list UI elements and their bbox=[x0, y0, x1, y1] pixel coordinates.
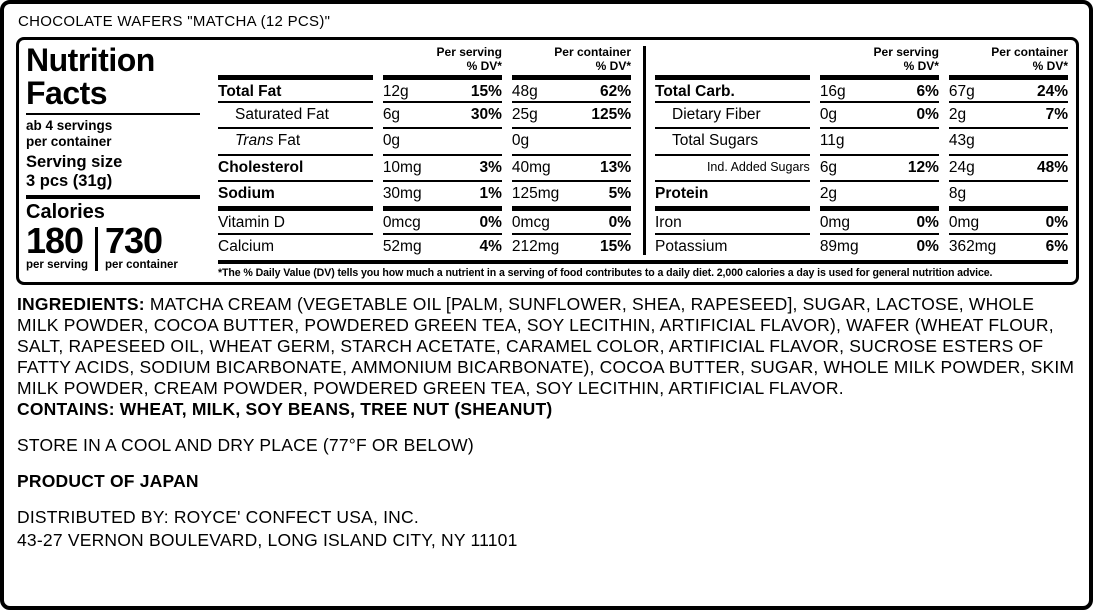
nutrient-row-iron bbox=[655, 206, 1068, 232]
serving-amount: 30mg bbox=[382, 184, 422, 202]
nutrient-row-cholesterol bbox=[218, 154, 631, 180]
product-title: CHOCOLATE WAFERS "MATCHA (12 PCS)" bbox=[18, 13, 331, 30]
serving-amount: 2g bbox=[819, 184, 838, 202]
serving-amount: 52mg bbox=[382, 237, 422, 255]
nutrient-row-calcium bbox=[218, 233, 631, 259]
container-amount: 212mg bbox=[511, 237, 560, 255]
container-dv: 7% bbox=[1045, 105, 1068, 123]
serving-dv: 12% bbox=[907, 158, 939, 176]
calories-per-container-value: 730 bbox=[105, 220, 163, 262]
distributor-line2: 43-27 VERNON BOULEVARD, LONG ISLAND CITY, NY 11101 bbox=[17, 529, 518, 550]
distributor-line1: DISTRIBUTED BY: ROYCE' CONFECT USA, INC. bbox=[17, 507, 419, 527]
serving-amount: 0mcg bbox=[382, 214, 421, 232]
serving-amount: 0g bbox=[382, 132, 401, 150]
serving-dv: 3% bbox=[479, 158, 502, 176]
container-dv: 0% bbox=[608, 214, 631, 232]
nutrient-label bbox=[218, 131, 300, 149]
nutrient-tables-area bbox=[206, 43, 1068, 279]
country-of-origin: PRODUCT OF JAPAN bbox=[17, 471, 199, 491]
nutrient-row-added-sugars bbox=[655, 154, 1068, 180]
nutrient-row-protein bbox=[655, 180, 1068, 206]
serving-amount: 0g bbox=[819, 105, 838, 123]
table-divider bbox=[643, 46, 646, 255]
nutrition-facts-title-line2: Facts bbox=[26, 74, 108, 111]
serving-amount: 12g bbox=[382, 82, 409, 100]
container-dv: 15% bbox=[599, 237, 631, 255]
ingredients-section bbox=[17, 294, 1079, 420]
dv-header-text: % DV* bbox=[903, 58, 939, 73]
serving-dv: 30% bbox=[470, 105, 502, 123]
container-dv: 24% bbox=[1036, 82, 1068, 100]
serving-size-label: Serving size bbox=[26, 153, 123, 172]
container-amount: 25g bbox=[511, 105, 538, 123]
nutrient-row-dietary-fiber bbox=[655, 101, 1068, 127]
nutrient-row-vitamin-d bbox=[218, 206, 631, 232]
table-header-row bbox=[218, 44, 631, 75]
serving-dv: 0% bbox=[916, 214, 939, 232]
serving-amount: 10mg bbox=[382, 158, 422, 176]
container-amount: 40mg bbox=[511, 158, 551, 176]
per-serving-header bbox=[820, 44, 939, 75]
per-serving-header-text: Per serving bbox=[873, 45, 939, 59]
nutrient-label: Total Sugars bbox=[672, 132, 759, 150]
serving-dv: 0% bbox=[916, 105, 939, 123]
nutrient-label: Total Carb. bbox=[655, 82, 735, 100]
per-serving-header bbox=[383, 44, 502, 75]
calories-per-serving-caption: per serving bbox=[26, 259, 88, 272]
calories-per-serving-block bbox=[26, 220, 88, 272]
serving-size bbox=[26, 153, 206, 190]
trans-italic: Trans bbox=[235, 132, 274, 150]
nutrient-row-potassium bbox=[655, 233, 1068, 259]
serving-dv: 15% bbox=[470, 82, 502, 100]
nutrient-table-left bbox=[218, 44, 631, 259]
calories-per-serving-value: 180 bbox=[26, 220, 84, 262]
container-dv: 125% bbox=[591, 105, 631, 123]
container-dv: 0% bbox=[1045, 214, 1068, 232]
serving-amount: 0mg bbox=[819, 214, 850, 232]
calories-values bbox=[26, 220, 206, 272]
nutrient-label: Sodium bbox=[218, 184, 275, 202]
nutrition-facts-title bbox=[26, 44, 206, 109]
container-amount: 8g bbox=[948, 184, 967, 202]
nutrient-label: Potassium bbox=[655, 237, 728, 255]
dv-header-text: % DV* bbox=[1032, 58, 1068, 73]
serving-dv: 4% bbox=[479, 237, 502, 255]
header-spacer bbox=[218, 44, 373, 75]
contains-statement: CONTAINS: WHEAT, MILK, SOY BEANS, TREE NUT (SHEANUT) bbox=[17, 399, 553, 419]
calories-per-container-block bbox=[105, 220, 178, 272]
serving-dv: 6% bbox=[916, 82, 939, 100]
per-serving-header-text: Per serving bbox=[436, 45, 502, 59]
container-dv: 48% bbox=[1036, 158, 1068, 176]
calories-per-container-caption: per container bbox=[105, 259, 178, 272]
nutrition-facts-title-line1: Nutrition bbox=[26, 42, 155, 78]
table-header-row bbox=[655, 44, 1068, 75]
container-amount: 0mg bbox=[948, 214, 980, 232]
header-spacer bbox=[655, 44, 810, 75]
nutrient-table-right bbox=[655, 44, 1068, 259]
per-container-header bbox=[512, 44, 631, 75]
ingredients-label: INGREDIENTS: bbox=[17, 294, 145, 314]
nutrition-facts-panel bbox=[16, 37, 1079, 285]
servings-count: ab 4 servings bbox=[26, 118, 113, 134]
dv-header-text: % DV* bbox=[595, 58, 631, 73]
servings-caption: per container bbox=[26, 134, 112, 150]
serving-dv: 0% bbox=[916, 237, 939, 255]
container-amount: 24g bbox=[948, 158, 975, 176]
calories-label: Calories bbox=[26, 201, 105, 224]
nutrient-label: Saturated Fat bbox=[235, 105, 329, 123]
per-container-header-text: Per container bbox=[554, 45, 631, 59]
servings-per-container bbox=[26, 118, 206, 150]
container-amount: 43g bbox=[948, 132, 975, 150]
serving-size-value: 3 pcs (31g) bbox=[26, 171, 113, 190]
nutrition-facts-header-block bbox=[26, 43, 206, 279]
nutrient-label: Total Fat bbox=[218, 82, 282, 100]
serving-dv: 0% bbox=[479, 214, 502, 232]
nutrient-tables-row bbox=[218, 44, 1068, 259]
serving-amount: 11g bbox=[819, 132, 845, 150]
serving-dv: 1% bbox=[479, 184, 502, 202]
container-amount: 362mg bbox=[948, 237, 997, 255]
divider bbox=[26, 113, 200, 115]
dv-header-text: % DV* bbox=[466, 58, 502, 73]
container-amount: 67g bbox=[948, 82, 975, 100]
container-dv: 13% bbox=[599, 158, 631, 176]
nutrient-row-total-sugars bbox=[655, 127, 1068, 153]
nutrient-row-trans-fat bbox=[218, 127, 631, 153]
daily-value-footnote: *The % Daily Value (DV) tells you how much a nutrient in a serving of food contributes to a daily diet. 2,000 calories a day is used for general nutrition advice. bbox=[218, 260, 1068, 279]
serving-amount: 6g bbox=[382, 105, 401, 123]
nutrient-label: Ind. Added Sugars bbox=[706, 159, 810, 174]
container-dv: 62% bbox=[599, 82, 631, 100]
nutrient-row-total-fat bbox=[218, 75, 631, 101]
container-dv: 6% bbox=[1045, 237, 1068, 255]
per-container-header-text: Per container bbox=[991, 45, 1068, 59]
serving-amount: 6g bbox=[819, 158, 838, 176]
nutrient-label: Dietary Fiber bbox=[672, 105, 761, 123]
nutrient-label: Cholesterol bbox=[218, 158, 304, 176]
nutrient-row-total-carb bbox=[655, 75, 1068, 101]
nutrient-label: Protein bbox=[655, 184, 709, 202]
storage-instructions: STORE IN A COOL AND DRY PLACE (77°F OR BELOW) bbox=[17, 435, 474, 455]
divider bbox=[26, 195, 200, 199]
ingredients-text: MATCHA CREAM (VEGETABLE OIL [PALM, SUNFLOWER, SHEA, RAPESEED], SUGAR, LACTOSE, WHOLE MILK POWDER, COCOA BUTTER, POWDERED GREEN TEA, SOY LECITHIN, ARTIFICIAL FLAVOR), WAFER (WHEAT FLOUR, SALT, RAPESEED OIL, WHEAT GERM, STARCH ACETATE, CARAMEL COLOR, ARTIFICIAL FLAVOR, SUCROSE ESTERS OF FATTY ACIDS, SODIUM BICARBONATE, AMMONIUM BICARBONATE), COCOA BUTTER, SUGAR, WHOLE MILK POWDER, SKIM MILK POWDER, CREAM POWDER, POWDERED GREEN TEA, SOY LECITHIN, ARTIFICIAL FLAVOR. bbox=[17, 294, 1075, 398]
nutrient-row-sodium bbox=[218, 180, 631, 206]
serving-amount: 16g bbox=[819, 82, 846, 100]
container-amount: 0mcg bbox=[511, 214, 550, 232]
nutrient-label: Vitamin D bbox=[218, 214, 285, 232]
container-amount: 0g bbox=[511, 132, 530, 150]
container-amount: 2g bbox=[948, 105, 967, 123]
nutrient-row-saturated-fat bbox=[218, 101, 631, 127]
nutrient-label: Iron bbox=[655, 214, 682, 232]
serving-amount: 89mg bbox=[819, 237, 859, 255]
container-amount: 125mg bbox=[511, 184, 560, 202]
nutrient-label: Calcium bbox=[218, 237, 274, 255]
container-amount: 48g bbox=[511, 82, 538, 100]
distributor-info bbox=[17, 506, 1079, 552]
divider bbox=[95, 227, 98, 271]
container-dv: 5% bbox=[608, 184, 631, 202]
per-container-header bbox=[949, 44, 1068, 75]
trans-rest: Fat bbox=[273, 132, 301, 150]
